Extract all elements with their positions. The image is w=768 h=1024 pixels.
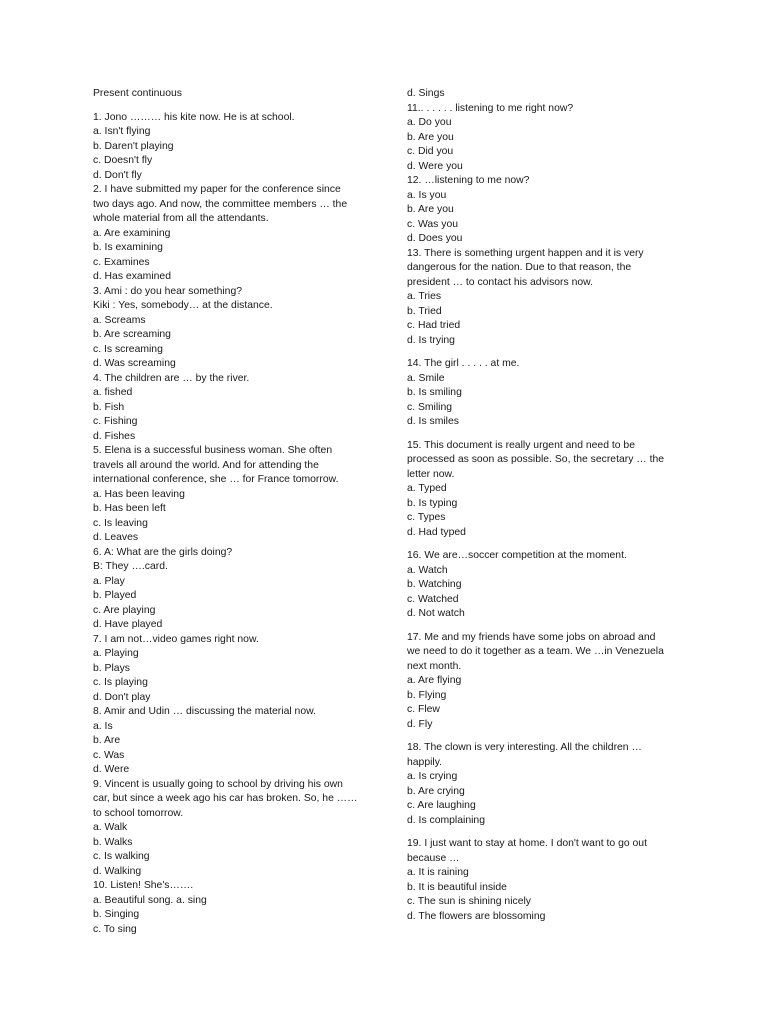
left-column (93, 87, 368, 937)
question-line: b. Played (93, 590, 137, 601)
question-line: c. Watched (407, 593, 459, 605)
question-block (407, 549, 669, 622)
question-line: car, but since a week ago his car has broken. So, he …… (93, 793, 358, 804)
question-line: 19. I just want to stay at home. I don't want to go out (407, 838, 647, 849)
question-line: a. Do you (407, 117, 452, 128)
right-column (407, 87, 669, 924)
question-line: c. Smiling (407, 401, 453, 413)
question-line: c. Doesn't fly (93, 155, 153, 166)
question-line: we need to do it together as a team. We …in Venezuela (407, 646, 664, 657)
question-line: a. Is you (407, 189, 447, 201)
question-line: b. Daren't playing (93, 140, 174, 152)
question-line: a. Walk (93, 822, 128, 833)
question-line: b. Watching (407, 579, 462, 590)
question-line: 12. …listening to me now? (407, 175, 530, 186)
question-line: c. Did you (407, 146, 454, 157)
question-line: 4. The children are … by the river. (93, 372, 250, 384)
question-line: d. Is smiles (407, 416, 459, 427)
question-line: c. Types (407, 512, 446, 523)
question-line: c. Is leaving (93, 517, 148, 529)
question-line: happily. (407, 756, 443, 768)
question-line: d. Is trying (407, 334, 455, 346)
question-line: c. Fishing (93, 416, 138, 427)
question-line: b. Are you (407, 204, 454, 215)
left-question-list (93, 111, 368, 938)
question-line: c. Are playing (93, 604, 156, 616)
question-line: international conference, she … for France tomorrow. (93, 474, 339, 485)
question-line: d. The flowers are blossoming (407, 910, 546, 922)
question-line: b. Flying (407, 689, 447, 701)
question-line: a. Tries (407, 291, 442, 302)
question-line: dangerous for the nation. Due to that reason, the (407, 262, 632, 273)
question-line: 15. This document is really urgent and need to be (407, 439, 635, 451)
question-line: b. Are you (407, 131, 454, 143)
question-line: 3. Ami : do you hear something? (93, 285, 243, 297)
question-line: 5. Elena is a successful business woman. She often (93, 445, 333, 456)
question-line: 9. Vincent is usually going to school by driving his own (93, 778, 343, 790)
question-line: c. Is playing (93, 677, 148, 688)
question-block (407, 357, 669, 430)
question-line: a. Play (93, 575, 125, 587)
question-line: d. Had typed (407, 526, 466, 538)
question-line: b. Are screaming (93, 329, 171, 340)
question-line: to school tomorrow. (93, 807, 184, 819)
question-line: 16. We are…soccer competition at the moment. (407, 550, 627, 561)
question-line: a. Typed (407, 483, 447, 494)
question-line: d. Not watch (407, 608, 465, 619)
question-line: 1. Jono ……… his kite now. He is at school. (93, 111, 295, 123)
question-line: c. Examines (93, 256, 150, 268)
question-line: d. Were you (407, 160, 463, 172)
question-line: c. Are laughing (407, 800, 476, 811)
question-line: c. Had tried (407, 320, 461, 331)
question-line: c. Is walking (93, 851, 150, 862)
question-line: B: They ….card. (93, 561, 168, 572)
question-line: b. Tried (407, 305, 442, 317)
question-line: 6. A: What are the girls doing? (93, 546, 233, 558)
question-line: a. Beautiful song. a. sing (93, 894, 207, 906)
question-line: a. Playing (93, 648, 139, 659)
question-line: d. Is complaining (407, 814, 485, 826)
question-line: d. Sings (407, 88, 445, 99)
question-line: b. Singing (93, 909, 140, 920)
question-line: because … (407, 852, 460, 864)
question-block (407, 87, 669, 348)
question-line: 14. The girl . . . . . at me. (407, 358, 520, 369)
question-line: letter now. (407, 468, 455, 480)
question-line: d. Walking (93, 865, 142, 877)
question-line: d. Was screaming (93, 358, 176, 369)
question-line: b. Has been left (93, 503, 166, 514)
question-line: d. Has examined (93, 271, 171, 282)
question-line: a. It is raining (407, 867, 469, 878)
question-line: a. Screams (93, 314, 146, 326)
question-block (407, 837, 669, 924)
question-line: b. Fish (93, 401, 125, 413)
question-line: processed as soon as possible. So, the secretary … the (407, 454, 665, 465)
question-line: d. Don't fly (93, 169, 142, 181)
question-line: whole material from all the attendants. (93, 213, 269, 224)
question-line: d. Leaves (93, 532, 139, 543)
question-line: b. Is smiling (407, 387, 462, 398)
question-line: d. Don't play (93, 691, 151, 703)
question-line: 11.. . . . . . listening to me right now? (407, 102, 574, 114)
question-block (407, 631, 669, 733)
question-line: a. Is crying (407, 771, 458, 782)
question-line: b. Is typing (407, 497, 458, 509)
question-block (407, 741, 669, 828)
question-line: d. Fly (407, 718, 433, 730)
question-line: b. Walks (93, 836, 133, 848)
question-line: d. Have played (93, 619, 163, 630)
question-line: b. Are (93, 735, 121, 746)
question-line: c. Flew (407, 704, 440, 715)
question-line: d. Fishes (93, 430, 136, 442)
question-line: a. Isn't flying (93, 126, 151, 137)
question-line: c. To sing (93, 923, 137, 935)
question-line: a. Smile (407, 372, 445, 384)
question-line: 2. I have submitted my paper for the conference since (93, 184, 341, 195)
question-line: a. Are examining (93, 227, 171, 239)
question-line: two days ago. And now, the committee members … the (93, 198, 348, 210)
question-line: c. The sun is shining nicely (407, 896, 531, 907)
question-line: b. Plays (93, 662, 130, 674)
question-line: travels all around the world. And for attending the (93, 459, 319, 471)
question-line: president … to contact his advisors now. (407, 276, 593, 288)
question-line: 10. Listen! She's……. (93, 880, 194, 891)
question-line: 17. Me and my friends have some jobs on abroad and (407, 631, 656, 643)
question-block (407, 439, 669, 541)
question-line: b. It is beautiful inside (407, 881, 507, 893)
question-line: a. Watch (407, 564, 448, 576)
question-line: 7. I am not…video games right now. (93, 633, 259, 645)
question-line: a. Is (93, 720, 113, 732)
question-line: next month. (407, 660, 462, 672)
question-line: d. Were (93, 764, 130, 775)
question-line: a. fished (93, 387, 133, 398)
question-line: 18. The clown is very interesting. All the children … (407, 742, 642, 753)
page-title: Present continuous (93, 88, 182, 99)
question-line: c. Was you (407, 218, 459, 230)
question-line: a. Has been leaving (93, 488, 185, 500)
question-line: c. Is screaming (93, 343, 163, 355)
question-line: 13. There is something urgent happen and it is very (407, 247, 644, 259)
question-line: Kiki : Yes, somebody… at the distance. (93, 300, 273, 311)
question-line: b. Are crying (407, 785, 465, 797)
question-line: d. Does you (407, 233, 463, 244)
question-line: c. Was (93, 749, 125, 761)
question-line: b. Is examining (93, 242, 163, 253)
question-line: 8. Amir and Udin … discussing the material now. (93, 706, 316, 717)
question-line: a. Are flying (407, 675, 462, 686)
